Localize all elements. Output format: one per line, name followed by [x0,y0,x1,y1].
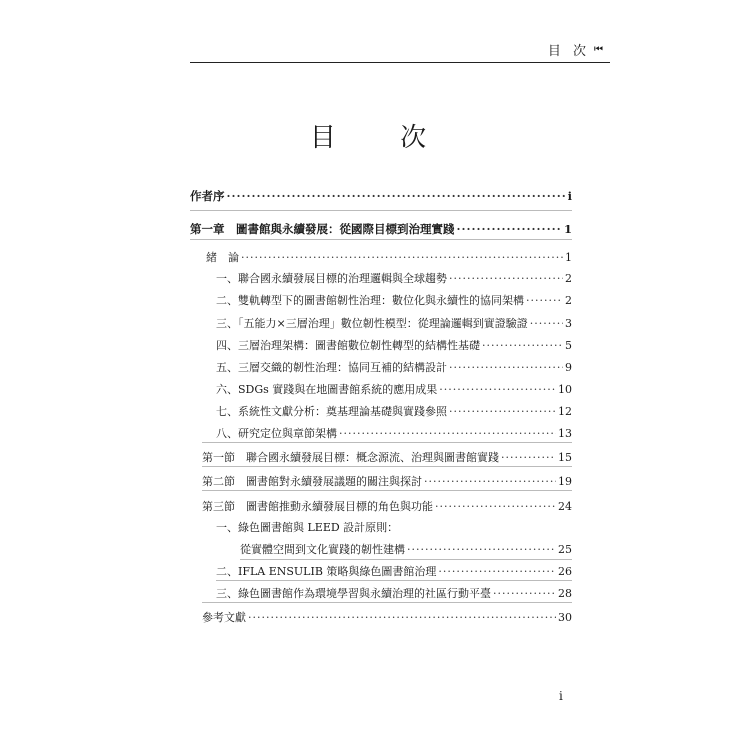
leader-dots [457,222,562,236]
leader-dots [501,451,556,464]
toc-entry-subsection-heading[interactable] [216,519,572,535]
toc-entry-subsection[interactable] [216,359,572,375]
leader-dots [339,427,556,440]
leader-dots [526,294,563,307]
leader-dots [530,317,563,330]
entry-label: 第二節 圖書館對永續發展議題的關注與探討 [202,475,422,488]
entry-label: 參考文獻 [202,611,246,624]
header-rule [190,62,610,63]
leader-dots [435,500,556,513]
entry-page: 13 [558,427,572,440]
running-header [548,40,600,59]
entry-page: 28 [558,587,572,600]
toc-entry-subsection-continued[interactable] [240,541,572,557]
rewind-icon: ⏮ [594,44,600,55]
toc-entry-subsection[interactable] [216,403,572,419]
leader-dots [227,189,566,203]
running-header-text: 目 次 [547,44,590,59]
entry-label: 二、雙軌轉型下的圖書館韌性治理：數位化與永續性的協同架構 [216,294,524,307]
entry-label: 第三節 圖書館推動永續發展目標的角色與功能 [202,500,433,513]
toc-entry-section-2[interactable] [202,473,572,489]
toc-entry-intro[interactable] [206,249,572,265]
entry-label: 二、IFLA ENSULIB 策略與綠色圖書館治理 [216,565,437,578]
entry-label: 第一章 圖書館與永續發展：從國際目標到治理實踐 [190,222,455,236]
entry-label: 作者序 [190,189,225,203]
toc-entry-subsection[interactable] [216,425,572,441]
toc-entry-preface[interactable] [190,188,572,204]
entry-page: 1 [565,251,572,264]
entry-page: 10 [558,383,572,396]
leader-dots [482,339,563,352]
toc-entry-subsection[interactable] [216,381,572,397]
leader-dots [248,611,556,624]
leader-dots [439,383,556,396]
entry-label: 從實體空間到文化實踐的韌性建構 [240,543,405,556]
section-rule [216,580,572,581]
leader-dots [407,543,556,556]
leader-dots [438,565,556,578]
entry-page: 12 [558,405,572,418]
entry-label: 三、綠色圖書館作為環境學習與永續治理的社區行動平臺 [216,587,491,600]
section-rule [202,490,572,491]
entry-label: 三、「五能力×三層治理」數位韌性模型：從理論邏輯到實證驗證 [216,317,528,330]
entry-page: 19 [558,475,572,488]
leader-dots [424,475,556,488]
entry-label: 七、系統性文獻分析：奠基理論基礎與實踐參照 [216,405,447,418]
entry-page: 25 [558,543,572,556]
section-rule [202,466,572,467]
entry-page: 3 [565,317,572,330]
entry-page: 2 [565,294,572,307]
section-rule [190,210,572,211]
toc-entry-subsection[interactable] [216,563,572,579]
toc-entry-chapter-1[interactable] [190,221,572,237]
entry-page: 2 [565,272,572,285]
section-rule [240,559,572,560]
entry-page: 1 [563,222,572,236]
leader-dots [449,272,563,285]
page-folio: i [559,689,563,703]
entry-page: 24 [558,500,572,513]
entry-page: 15 [558,451,572,464]
entry-page: 26 [558,565,572,578]
leader-dots [449,361,563,374]
section-rule [190,239,572,240]
entry-page: 9 [565,361,572,374]
toc-entry-subsection[interactable] [216,315,572,331]
section-rule [202,442,572,443]
entry-label: 八、研究定位與章節架構 [216,427,337,440]
leader-dots [449,405,556,418]
toc-entry-section-3[interactable] [202,498,572,514]
entry-label: 一、綠色圖書館與 LEED 設計原則： [216,521,399,534]
entry-label: 第一節 聯合國永續發展目標：概念源流、治理與圖書館實踐 [202,451,499,464]
entry-label: 四、三層治理架構：圖書館數位韌性轉型的結構性基礎 [216,339,480,352]
section-rule [202,602,572,603]
leader-dots [493,587,556,600]
entry-label: 六、SDGs 實踐與在地圖書館系統的應用成果 [216,383,438,396]
leader-dots [241,251,563,264]
entry-page: 30 [558,611,572,624]
toc-entry-subsection[interactable] [216,270,572,286]
page-title: 目 次 [309,123,455,153]
entry-label: 一、聯合國永續發展目標的治理邏輯與全球趨勢 [216,272,447,285]
toc-entry-references[interactable] [202,609,572,625]
toc-entry-subsection[interactable] [216,337,572,353]
entry-label: 緒 論 [206,251,239,264]
toc-entry-section-1[interactable] [202,449,572,465]
entry-label: 五、三層交織的韌性治理：協同互補的結構設計 [216,361,447,374]
toc-entry-subsection[interactable] [216,585,572,601]
entry-page: i [567,189,572,203]
toc-entry-subsection[interactable] [216,292,572,308]
entry-page: 5 [565,339,572,352]
